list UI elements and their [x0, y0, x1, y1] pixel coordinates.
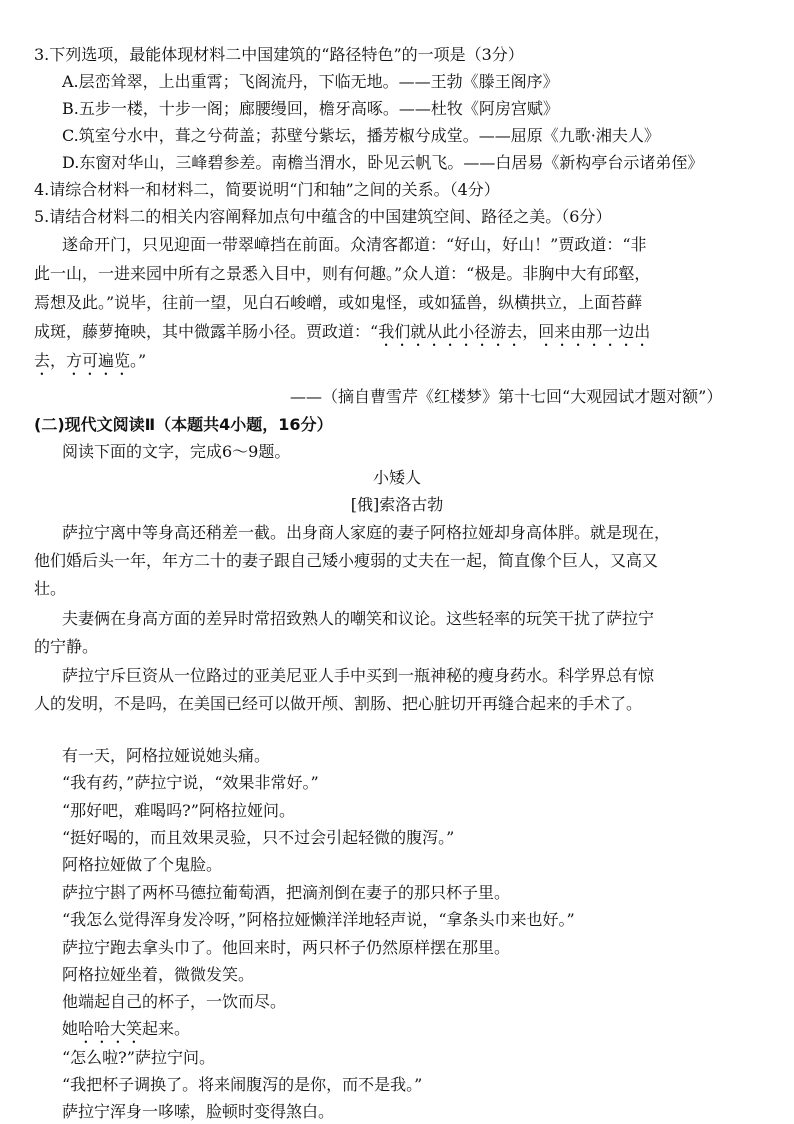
q3-option-b: B.五步一楼，十步一阁；廊腰缦回，檐牙高啄。——杜牧《阿房宫赋》 [62, 99, 559, 118]
story-author: [俄]索洛古勃 [350, 495, 444, 514]
q3-option-c: C.筑室兮水中，葺之兮荷盖；荪壁兮紫坛，播芳椒兮成堂。——屈原《九歌·湘夫人》 [62, 126, 660, 145]
dialogue-line-11: 她哈哈大笑起来。 [62, 1019, 191, 1038]
story-para-1-line-2: 他们婚后头一年，年方二十的妻子跟自己矮小瘦弱的丈夫在一起，简直像个巨人，又高又 [34, 551, 659, 570]
dialogue-line-14: 萨拉宁浑身一哆嗦，脸顿时变得煞白。 [62, 1102, 335, 1121]
dialogue-line-10: 他端起自己的杯子，一饮而尽。 [62, 992, 287, 1011]
q3-option-d: D.东窗对华山，三峰碧参差。南檐当渭水，卧见云帆飞。——白居易《新构亭台示诸弟侄》 [62, 153, 704, 172]
question-5: 5.请结合材料二的相关内容阐释加点句中蕴含的中国建筑空间、路径之美。（6分） [34, 207, 612, 226]
question-4: 4.请综合材料一和材料二，简要说明“门和轴”之间的关系。（4分） [34, 180, 500, 199]
story-para-1-line-3: 壮。 [34, 579, 67, 598]
emphasis-dotted-text: 我们就从此小径游去，回来由那一边出 [378, 322, 651, 341]
story-para-2-line-1: 夫妻俩在身高方面的差异时常招致熟人的嘲笑和议论。这些轻率的玩笑干扰了萨拉宁 [62, 609, 655, 628]
excerpt-line-2: 此一山，一进来园中所有之景悉入目中，则有何趣。”众人道：“极是。非胸中大有邱壑， [34, 264, 651, 283]
dialogue-line-4: “挺好喝的，而且效果灵验，只不过会引起轻微的腹泻。” [62, 828, 455, 847]
dialogue-line-7: “我怎么觉得浑身发冷呀，”阿格拉娅懒洋洋地轻声说，“拿条头巾来也好。” [62, 910, 575, 929]
excerpt-line-4: 成斑，藤萝掩映，其中微露羊肠小径。贾政道：“我们就从此小径游去，回来由那一边出 [34, 322, 651, 341]
dialogue-line-3: “那好吧，难喝吗?”阿格拉娅问。 [62, 801, 295, 820]
excerpt-source: ——（摘自曹雪芹《红楼梦》第十七回“大观园试才题对额”） [290, 387, 723, 406]
section-2-instruction: 阅读下面的文字，完成6～9题。 [62, 442, 291, 461]
excerpt-line-1: 遂命开门，只见迎面一带翠嶂挡在前面。众清客都道：“好山，好山！”贾政道：“非 [62, 235, 647, 254]
emphasis-dotted-text: 哈哈大笑 [78, 1019, 143, 1038]
story-para-2-line-2: 的宁静。 [34, 637, 99, 656]
emphasis-dotted-text: 去，方可遍览 [34, 351, 131, 370]
dialogue-line-13: “我把杯子调换了。将来闹腹泻的是你，而不是我。” [62, 1075, 423, 1094]
q3-option-a: A.层峦耸翠，上出重霄；飞阁流丹，下临无地。——王勃《滕王阁序》 [62, 72, 559, 91]
excerpt-line-3: 焉想及此。”说毕，往前一望，见白石峻嶒，或如鬼怪，或如猛兽，纵横拱立，上面苔藓 [34, 293, 643, 312]
dialogue-line-5: 阿格拉娅做了个鬼脸。 [62, 855, 223, 874]
excerpt-line-5: 去，方可遍览。” [34, 351, 147, 370]
dialogue-line-12: “怎么啦?”萨拉宁问。 [62, 1048, 215, 1067]
dialogue-line-9: 阿格拉娅坐着，微微发笑。 [62, 965, 255, 984]
story-para-3-line-1: 萨拉宁斥巨资从一位路过的亚美尼亚人手中买到一瓶神秘的瘦身药水。科学界总有惊 [62, 666, 655, 685]
section-2-title: (二)现代文阅读Ⅱ（本题共4小题，16分） [34, 415, 333, 434]
dialogue-line-6: 萨拉宁斟了两杯马德拉葡萄酒，把滴剂倒在妻子的那只杯子里。 [62, 883, 511, 902]
dialogue-line-8: 萨拉宁跑去拿头巾了。他回来时，两只杯子仍然原样摆在那里。 [62, 938, 511, 957]
story-title: 小矮人 [372, 468, 421, 487]
dialogue-line-2: “我有药，”萨拉宁说，“效果非常好。” [62, 773, 319, 792]
question-3-stem: 3.下列选项，最能体现材料二中国建筑的“路径特色”的一项是（3分） [34, 45, 524, 64]
story-para-3-line-2: 人的发明，不是吗，在美国已经可以做开颅、割肠、把心脏切开再缝合起来的手术了。 [34, 694, 643, 713]
dialogue-line-1: 有一天，阿格拉娅说她头痛。 [62, 746, 271, 765]
story-para-1-line-1: 萨拉宁离中等身高还稍差一截。出身商人家庭的妻子阿格拉娅却身高体胖。就是现在， [62, 523, 671, 542]
